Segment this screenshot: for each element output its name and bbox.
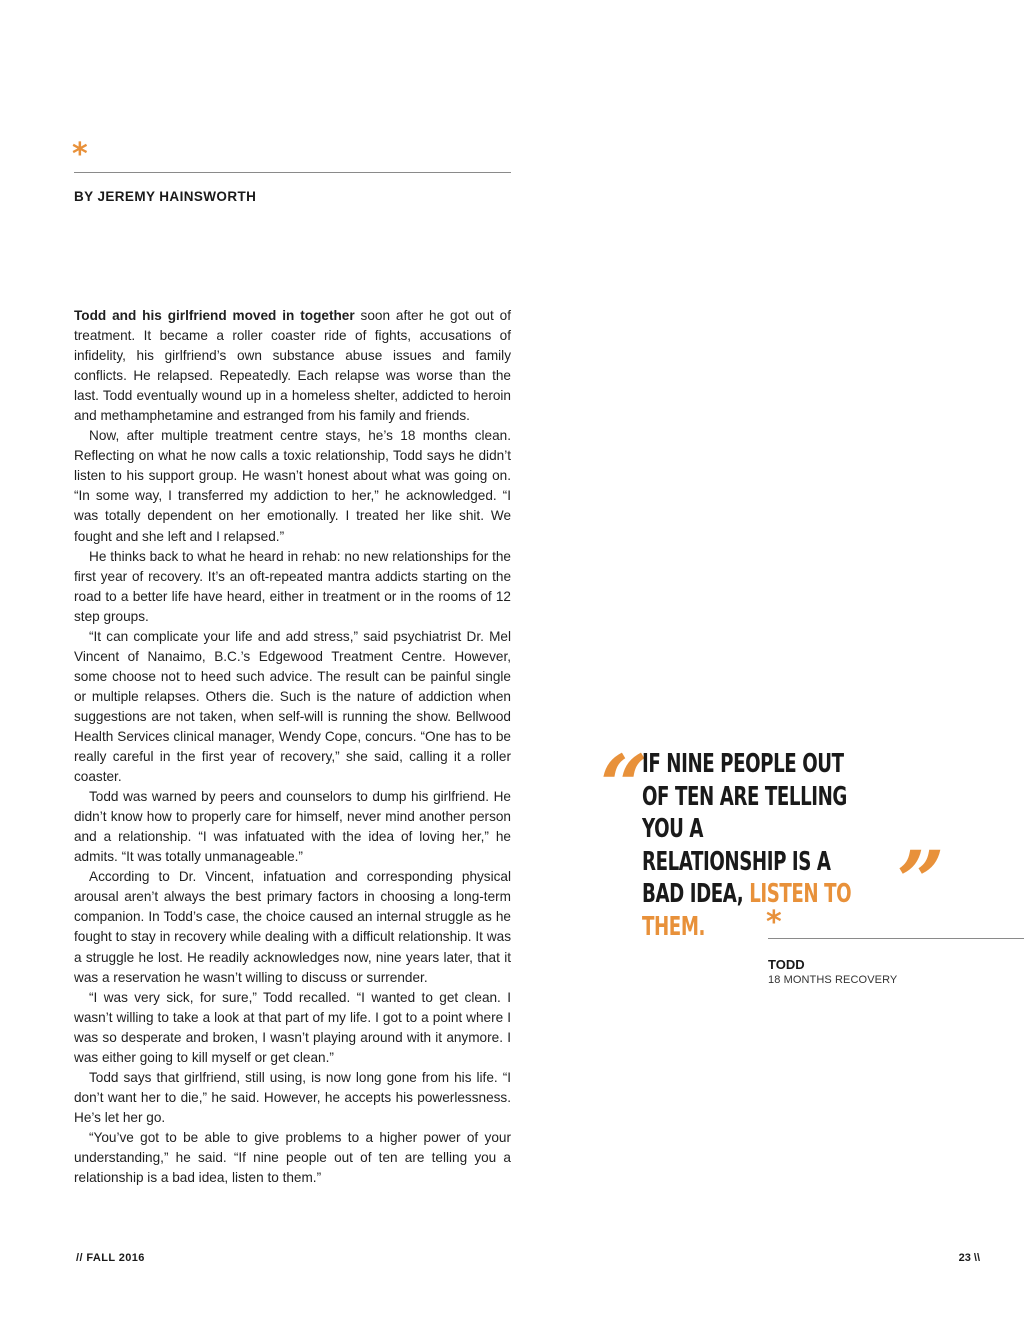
article-lead-bold: Todd and his girlfriend moved in together [74, 308, 355, 323]
attribution-name: TODD [768, 957, 805, 972]
attribution-role: 18 MONTHS RECOVERY [768, 974, 898, 986]
open-quote-icon: “ [587, 736, 654, 835]
article-paragraph: Todd says that girlfriend, still using, is now long gone from his life. “I don’t want her to die,” he said. However, he accepts his powerlessness. He’s let her go. [74, 1069, 511, 1125]
byline-divider [74, 172, 511, 173]
attribution-divider [768, 938, 1024, 939]
article-paragraph: Todd was warned by peers and counselors to dump his girlfriend. He didn’t know how to properly care for himself, never mind another person and a relationship. “I was infatuated with the idea of loving her,” he admits. “It was totally unmanageable.” [74, 789, 511, 865]
pull-quote-text: IF NINE PEOPLE OUT OF TEN ARE TELLING YOU A RELATIONSHIP IS A BAD IDEA, [642, 749, 847, 909]
pull-quote [642, 748, 852, 943]
article-paragraph: According to Dr. Vincent, infatuation and corresponding physical arousal aren’t always the best primary factors in choosing a long-term companion. In Todd’s case, the choice caused an internal struggle as he fought to stay in recovery while dealing with a difficult relationship. It was a struggle he lost. He readily acknowledges now, nine years later, that it was a reservation he wasn’t willing to discuss or surrender. [74, 869, 511, 985]
article-lead-text: soon after he got out of treatment. It became a roller coaster ride of fights, accusations of infidelity, his girlfriend’s own substance abuse issues and family conflicts. He relapsed. Repeatedly. Each relapse was worse than the last. Todd eventually wound up in a homeless shelter, addicted to heroin and methamphetamine and estranged from his family and friends. [74, 308, 512, 424]
article-paragraph: “I was very sick, for sure,” Todd recalled. “I wanted to get clean. I wasn’t willing to take a look at that part of my life. I got to a point where I was so desperate and broken, I wasn’t playing around with it anymore. I was either going to kill myself or get clean.” [74, 989, 511, 1065]
article-paragraph: “You’ve got to be able to give problems to a higher power of your understanding,” he said. “If nine people out of ten are telling you a relationship is a bad idea, listen to them.” [74, 1129, 511, 1186]
article-body [74, 306, 511, 1188]
attribution-asterisk-icon: * [766, 905, 782, 940]
article-paragraph: He thinks back to what he heard in rehab: no new relationships for the first year of recovery. It’s an oft-repeated mantra addicts starting on the road to a better life have heard, either in treatment or in the rooms of 12 step groups. [74, 548, 511, 624]
pull-quote-highlight: LISTEN TO THEM. [642, 879, 852, 942]
byline-asterisk-icon: * [72, 137, 88, 172]
article-paragraph: Now, after multiple treatment centre stays, he’s 18 months clean. Reflecting on what he now calls a toxic relationship, Todd says he didn’t listen to his support group. He wasn’t honest about what was going on. “In some way, I transferred my addiction to her,” he acknowledged. “I was totally dependent on her emotionally. I treated her like shit. We fought and she left and I relapsed.” [74, 428, 511, 544]
article-lead-paragraph [74, 306, 511, 426]
footer-page-number: 23 \\ [958, 1252, 980, 1264]
close-quote-icon: ” [884, 832, 951, 931]
article-paragraph: “It can complicate your life and add stress,” said psychiatrist Dr. Mel Vincent of Nanaimo, B.C.’s Edgewood Treatment Centre. However, some choose not to heed such advice. The result can be painful single or multiple relapses. Others die. Such is the nature of addiction when suggestions are not taken, when self-will is running the show. Bellwood Health Services clinical manager, Wendy Cope, concurs. “One has to be really careful in the first year of recovery,” she said, calling it a roller coaster. [74, 628, 511, 785]
footer-issue: // FALL 2016 [76, 1252, 145, 1264]
byline: BY JEREMY HAINSWORTH [74, 189, 257, 204]
